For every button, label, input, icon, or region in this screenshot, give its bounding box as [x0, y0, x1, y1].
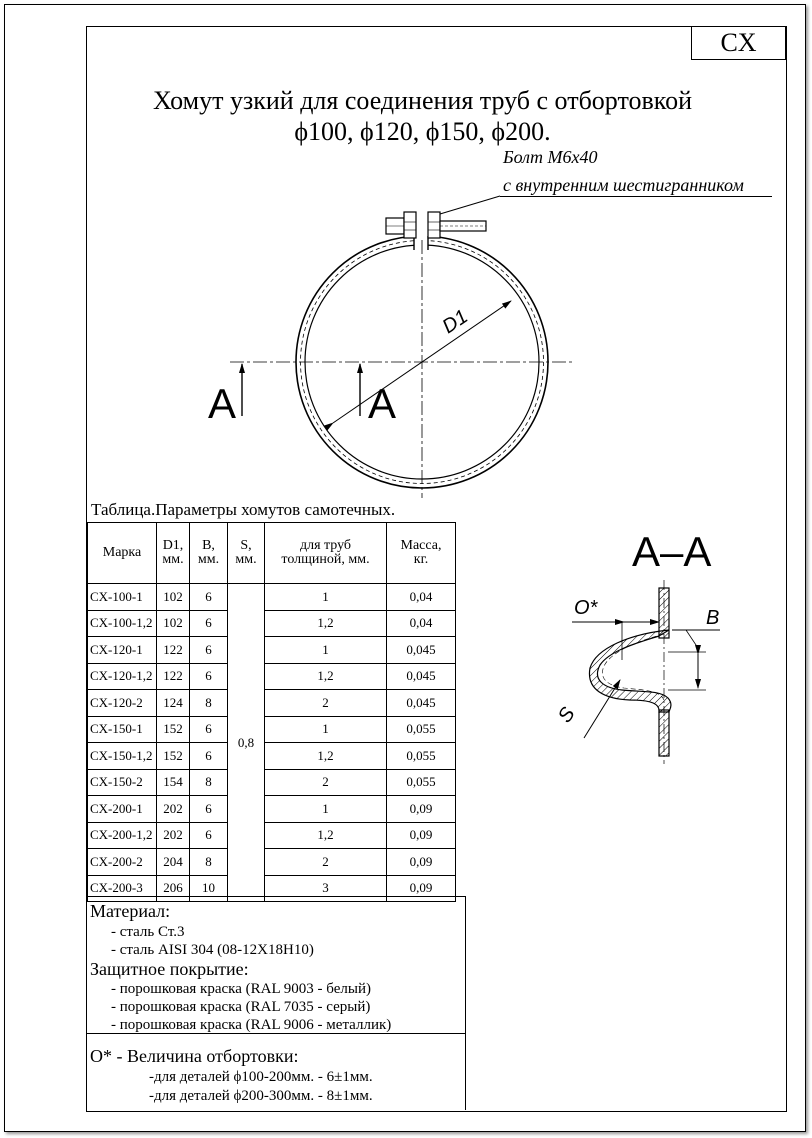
parameters-table	[87, 522, 456, 902]
table-row	[88, 769, 456, 796]
title-line-1: Хомут узкий для соединения труб с отбортовкой	[153, 86, 692, 115]
cell-mark: CX-200-2	[88, 849, 157, 876]
cell-mark: CX-120-1,2	[88, 663, 157, 690]
cell-b: 10	[190, 875, 228, 902]
material-item: - сталь AISI 304 (08-12Х18Н10)	[111, 942, 314, 958]
table-row	[88, 584, 456, 611]
document-code: CX	[691, 26, 786, 60]
cell-b: 8	[190, 690, 228, 717]
header-pipe-thickness: для труб толщиной, мм.	[265, 523, 387, 584]
coating-item: - порошковая краска (RAL 9003 - белый)	[111, 981, 371, 997]
section-marker-right	[360, 364, 396, 427]
cell-mark: CX-120-2	[88, 690, 157, 717]
cell-b: 6	[190, 796, 228, 823]
table-row	[88, 716, 456, 743]
material-item: - сталь Ст.3	[111, 924, 185, 940]
coating-item: - порошковая краска (RAL 7035 - серый)	[111, 999, 371, 1015]
cell-b: 6	[190, 743, 228, 770]
table-row	[88, 849, 456, 876]
header-d1: D1, мм.	[157, 523, 190, 584]
cell-b: 6	[190, 716, 228, 743]
cell-mass: 0,09	[387, 849, 456, 876]
cell-pipe: 2	[265, 690, 387, 717]
cell-mark: CX-150-1	[88, 716, 157, 743]
cell-mass: 0,04	[387, 584, 456, 611]
flange-notes	[87, 1033, 466, 1110]
section-title: A–A	[632, 528, 712, 575]
cell-d1: 102	[157, 610, 190, 637]
flange-item: -для деталей ϕ200-300мм. - 8±1мм.	[149, 1088, 373, 1104]
cell-b: 6	[190, 822, 228, 849]
cell-pipe: 1,2	[265, 610, 387, 637]
table-row	[88, 796, 456, 823]
header-s: S, мм.	[228, 523, 265, 584]
header-mark: Марка	[88, 523, 157, 584]
cell-mark: CX-200-1,2	[88, 822, 157, 849]
cell-pipe: 1	[265, 716, 387, 743]
cell-pipe: 1	[265, 637, 387, 664]
cell-pipe: 1	[265, 584, 387, 611]
bolt-label-1: Болт М6х40	[503, 147, 598, 167]
svg-text:A: A	[368, 380, 397, 427]
cell-mark: CX-200-3	[88, 875, 157, 902]
cell-mass: 0,045	[387, 690, 456, 717]
cell-pipe: 2	[265, 769, 387, 796]
cell-mark: CX-120-1	[88, 637, 157, 664]
coating-item: - порошковая краска (RAL 9006 - металлик)	[111, 1017, 392, 1033]
material-header: Материал:	[90, 901, 171, 921]
cell-mass: 0,09	[387, 822, 456, 849]
d1-label: D1	[438, 305, 473, 339]
table-caption: Таблица.Параметры хомутов самотечных.	[91, 500, 396, 519]
flange-header: O* - Величина отбортовки:	[90, 1046, 299, 1066]
cell-d1: 202	[157, 796, 190, 823]
o-label: O*	[574, 597, 598, 619]
header-b: B, мм.	[190, 523, 228, 584]
cell-pipe: 1,2	[265, 743, 387, 770]
cell-pipe: 2	[265, 849, 387, 876]
cell-mark: CX-150-1,2	[88, 743, 157, 770]
cell-b: 6	[190, 584, 228, 611]
cell-b: 6	[190, 637, 228, 664]
cell-mark: CX-100-1,2	[88, 610, 157, 637]
cell-mass: 0,04	[387, 610, 456, 637]
bolt-assembly	[386, 212, 486, 238]
cell-pipe: 1	[265, 796, 387, 823]
cell-d1: 152	[157, 716, 190, 743]
cell-b: 6	[190, 663, 228, 690]
table-row	[88, 822, 456, 849]
cell-pipe: 1,2	[265, 663, 387, 690]
cell-mass: 0,09	[387, 875, 456, 902]
cell-mass: 0,045	[387, 637, 456, 664]
cell-mark: CX-150-2	[88, 769, 157, 796]
bolt-leader-line	[440, 196, 500, 214]
cell-mark: CX-100-1	[88, 584, 157, 611]
cell-b: 8	[190, 769, 228, 796]
cell-d1: 154	[157, 769, 190, 796]
table-row	[88, 690, 456, 717]
cell-s-value: 0,8	[228, 584, 265, 902]
cell-d1: 202	[157, 822, 190, 849]
cell-mass: 0,09	[387, 796, 456, 823]
cell-d1: 122	[157, 637, 190, 664]
table-body	[88, 584, 456, 902]
section-marker-left	[208, 364, 242, 427]
cell-mass: 0,055	[387, 769, 456, 796]
cell-pipe: 3	[265, 875, 387, 902]
table-row	[88, 743, 456, 770]
cell-d1: 206	[157, 875, 190, 902]
section-profile	[589, 580, 670, 764]
cell-d1: 122	[157, 663, 190, 690]
table-row	[88, 663, 456, 690]
materials-notes	[87, 896, 466, 1033]
cell-d1: 204	[157, 849, 190, 876]
cell-mark: CX-200-1	[88, 796, 157, 823]
table-row	[88, 637, 456, 664]
cell-mass: 0,055	[387, 743, 456, 770]
cell-pipe: 1,2	[265, 822, 387, 849]
coating-header: Защитное покрытие:	[90, 959, 249, 979]
cell-d1: 102	[157, 584, 190, 611]
flange-item: -для деталей ϕ100-200мм. - 6±1мм.	[149, 1069, 373, 1085]
header-mass: Масса, кг.	[387, 523, 456, 584]
cell-mass: 0,055	[387, 716, 456, 743]
cell-mass: 0,045	[387, 663, 456, 690]
cell-d1: 152	[157, 743, 190, 770]
title-line-2: ϕ100, ϕ120, ϕ150, ϕ200.	[294, 117, 551, 146]
cell-d1: 124	[157, 690, 190, 717]
cell-b: 6	[190, 610, 228, 637]
svg-text:A: A	[208, 380, 237, 427]
table-header-row	[88, 523, 456, 584]
table-row	[88, 610, 456, 637]
b-label: B	[706, 607, 720, 629]
s-label: S	[553, 703, 580, 727]
cell-b: 8	[190, 849, 228, 876]
bolt-label-2: с внутренним шестигранником	[503, 175, 744, 195]
